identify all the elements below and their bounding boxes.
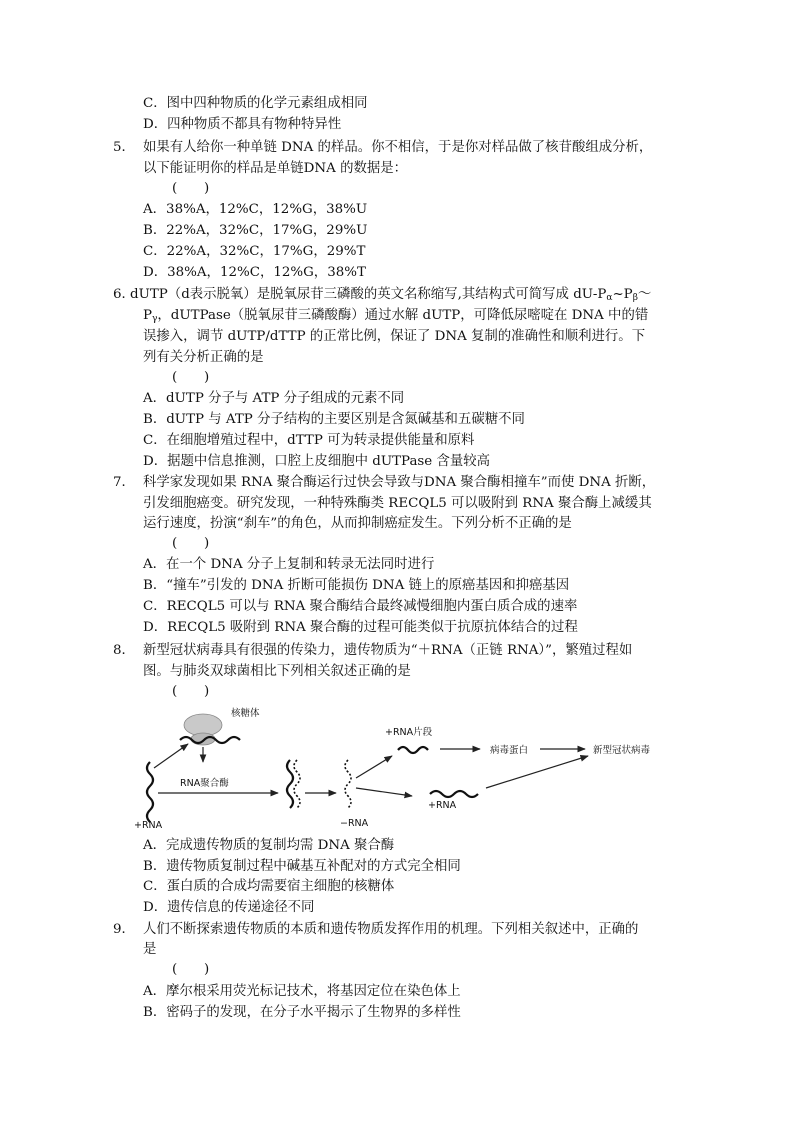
q5-option-b: B．22%A，32%C，17%G，29%U (143, 223, 368, 238)
label-plus-rna-fragment: +RNA片段 (385, 727, 433, 738)
q6-stem-line2: $P_\gamma$，dUTPase（脱氧尿苷三磷酸酶）通过水解 dUTP，可降低尿嘧啶在 DNA 中的错 (143, 308, 649, 324)
label-minus-rna: −RNA (340, 818, 369, 829)
q6-stem-line1: dUTP（d表示脱氧）是脱氧尿苷三磷酸的英文名称缩写,其结构式可简写成 $dU-P_\alpha\sim P_\beta\sim$ (130, 287, 652, 303)
q8-number: 8． (113, 643, 135, 658)
q7-option-b: B．“撞车”引发的 DNA 折断可能损伤 DNA 链上的原癌基因和抑癌基因 (143, 578, 570, 593)
q5-option-c: C．22%A，32%C，17%G，29%T (143, 244, 366, 259)
q9-answer-blank: ( ) (172, 962, 210, 977)
q8-option-d: D．遗传信息的传递途径不同 (143, 900, 315, 915)
q6-option-b: B．dUTP 与 ATP 分子结构的主要区别是含氮碱基和五碳糖不同 (143, 412, 525, 427)
q8-option-b: B．遗传物质复制过程中碱基互补配对的方式完全相同 (143, 859, 461, 874)
q7-option-c: C．RECQL5 可以与 RNA 聚合酶结合最终减慢细胞内蛋白质合成的速率 (143, 599, 578, 614)
double-strand-a (287, 760, 293, 808)
label-viral-protein: 病毒蛋白 (490, 745, 529, 756)
q8-stem-line1: 新型冠状病毒具有很强的传染力，遗传物质为“＋RNA（正链 RNA）”，繁殖过程如 (143, 643, 633, 658)
q5-option-a: A．38%A，12%C，12%G，38%U (143, 202, 368, 217)
q5-number: 5． (113, 140, 135, 155)
q9-option-b: B．密码子的发现，在分子水平揭示了生物界的多样性 (143, 1005, 461, 1020)
q7-stem-line1: 科学家发现如果 RNA 聚合酶运行过快会导致与DNA 聚合酶相撞车”而使 DNA 折断， (143, 475, 656, 490)
q9-stem-line2: 是 (143, 942, 157, 957)
q6-option-c: C．在细胞增殖过程中，dTTP 可为转录提供能量和原料 (143, 433, 475, 448)
q6-stem-line4: 列有关分析正确的是 (143, 350, 264, 365)
q9-stem-line1: 人们不断探索遗传物质的本质和遗传物质发挥作用的机理。下列相关叙述中，正确的 (143, 922, 639, 937)
q8-option-a: A．完成遗传物质的复制均需 DNA 聚合酶 (143, 838, 395, 853)
q6-option-d: D．据题中信息推测，口腔上皮细胞中 dUTPase 含量较高 (143, 454, 491, 469)
q9-number: 9． (113, 922, 135, 937)
label-plus-rna-product: +RNA (428, 800, 457, 811)
q4-option-c: C．图中四种物质的化学元素组成相同 (143, 96, 368, 111)
label-new-virus: 新型冠状病毒 (593, 745, 651, 756)
q9-option-a: A．摩尔根采用荧光标记技术，将基因定位在染色体上 (143, 984, 461, 999)
q7-option-a: A．在一个 DNA 分子上复制和转录无法同时进行 (143, 557, 435, 572)
q5-option-d: D．38%A，12%C，12%G，38%T (143, 265, 366, 280)
q5-answer-blank: ( ) (172, 181, 210, 196)
q6-answer-blank: ( ) (172, 370, 210, 385)
q7-answer-blank: ( ) (172, 536, 210, 551)
q5-stem-line2: 以下能证明你的样品是单链DNA 的数据是： (143, 161, 408, 176)
q7-option-d: D．RECQL5 吸附到 RNA 聚合酶的过程可能类似于抗原抗体结合的过程 (143, 620, 578, 635)
plus-rna-strand (147, 762, 153, 822)
q7-number: 7． (113, 475, 135, 490)
label-rna-polymerase: RNA聚合酶 (180, 778, 229, 789)
q8-option-c: C．蛋白质的合成均需要宿主细胞的核糖体 (143, 879, 395, 894)
q7-stem-line2: 引发细胞癌变。研究发现，一种特殊酶类 RECQL5 可以吸附到 RNA 聚合酶上减缓其 (143, 496, 652, 511)
plus-rna-product-strand (430, 791, 478, 797)
minus-rna-strand (345, 760, 351, 808)
virus-replication-diagram (130, 700, 670, 832)
plus-rna-fragment-strand (398, 747, 428, 753)
label-plus-rna: +RNA (134, 820, 163, 831)
label-ribosome: 核糖体 (231, 708, 260, 719)
q8-answer-blank: ( ) (172, 684, 210, 699)
q6-number: 6． (113, 287, 135, 302)
q4-option-d: D．四种物质不都具有物种特异性 (143, 117, 342, 132)
q6-stem-line3: 误掺入，调节 dUTP/dTTP 的正常比例，保证了 DNA 复制的准确性和顺利进行。下 (143, 329, 646, 344)
q8-stem-line2: 图。与肺炎双球菌相比下列相关叙述正确的是 (143, 664, 411, 679)
double-strand-b (294, 760, 300, 808)
q5-stem-line1: 如果有人给你一种单链 DNA 的样品。你不相信，于是你对样品做了核苷酸组成分析， (143, 140, 653, 155)
q6-option-a: A．dUTP 分子与 ATP 分子组成的元素不同 (143, 391, 405, 406)
q7-stem-line3: 运行速度，扮演“刹车”的角色，从而抑制癌症发生。下列分析不正确的是 (143, 516, 572, 531)
